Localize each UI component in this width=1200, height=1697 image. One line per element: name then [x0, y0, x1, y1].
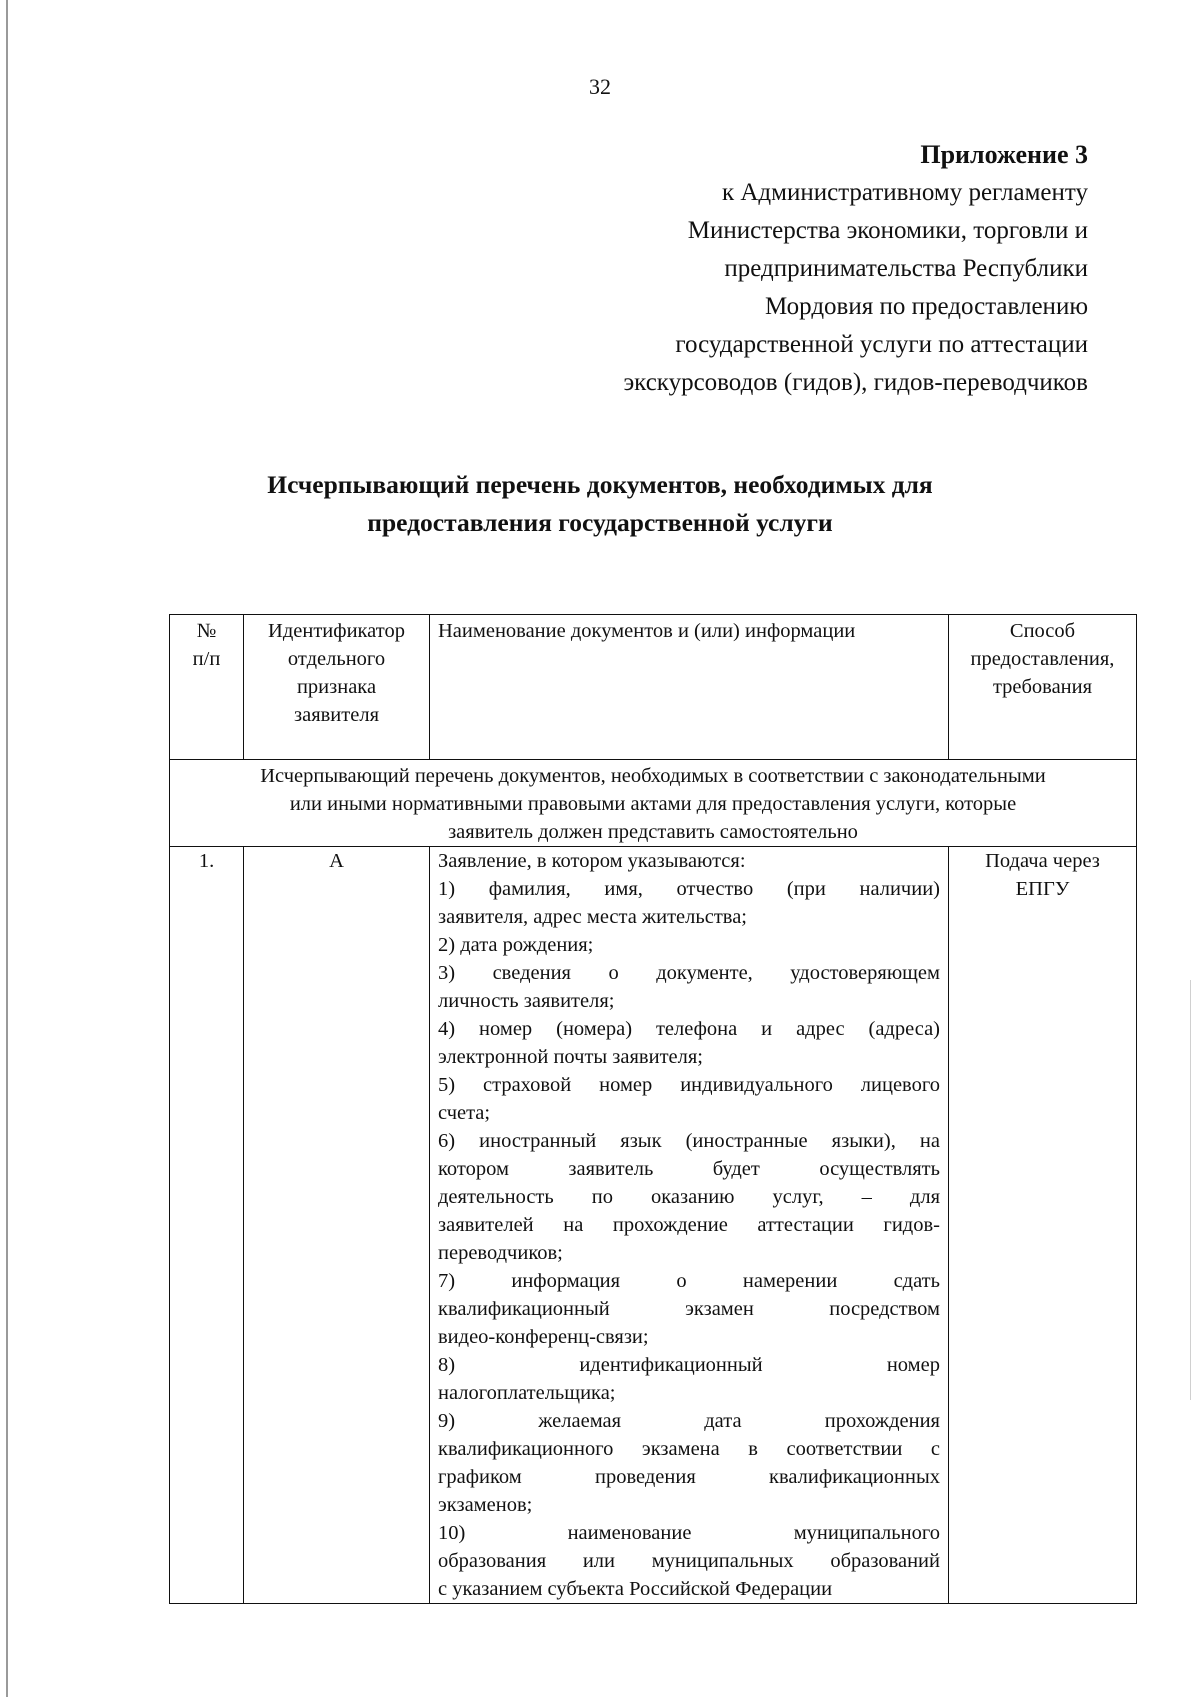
list-item-line: личность заявителя; [438, 990, 615, 1012]
row-method: Подача через ЕПГУ [949, 847, 1137, 1604]
header-identifier: Идентификатор отдельного признака заявителя [244, 615, 430, 760]
list-item-line: 8) идентификационный номер [438, 1354, 940, 1376]
appendix-line: предпринимательства Республики [724, 255, 1088, 282]
list-item-line: 10) наименование муниципального [438, 1522, 940, 1544]
appendix-block [623, 136, 1088, 402]
list-item-line: 6) иностранный язык (иностранные языки), на [438, 1130, 940, 1152]
list-item-line: заявителя, адрес места жительства; [438, 906, 748, 928]
list-item-line: 2) дата рождения; [438, 934, 594, 956]
list-item-line: деятельность по оказанию услуг, – для [438, 1186, 940, 1208]
appendix-line: Мордовия по предоставлению [765, 293, 1088, 320]
row-name-intro: Заявление, в котором указываются: [438, 850, 746, 872]
scan-edge-right [1190, 980, 1191, 1400]
table-header-row [170, 615, 1137, 760]
list-item-line: счета; [438, 1102, 491, 1124]
section-heading-row [170, 760, 1137, 847]
list-item [438, 1267, 940, 1351]
list-item-line: квалификационного экзамена в соответствии с [438, 1438, 940, 1460]
table-row [170, 847, 1137, 1604]
list-item-line: видео-конференц-связи; [438, 1326, 649, 1348]
page-number: 32 [589, 74, 611, 99]
row-name-items [438, 875, 940, 1603]
scan-edge [6, 0, 8, 1697]
list-item-line: 1) фамилия, имя, отчество (при наличии) [438, 878, 940, 900]
appendix-title: Приложение 3 [920, 140, 1088, 169]
list-item [438, 1127, 940, 1267]
list-item-line: квалификационный экзамен посредством [438, 1298, 940, 1320]
section-heading: Исчерпывающий перечень документов, необходимых в соответствии с законодательными или иными нормативными правовыми актами для предоставления услуги, которые заявитель должен представить самостоятельно [170, 760, 1137, 847]
list-item-line: 7) информация о намерении сдать [438, 1270, 940, 1292]
list-item-line: экзаменов; [438, 1494, 533, 1516]
list-item-line: с указанием субъекта Российской Федерации [438, 1578, 833, 1600]
document-title-line: предоставления государственной услуги [367, 508, 833, 537]
list-item-line: образования или муниципальных образований [438, 1550, 940, 1572]
list-item-line: 5) страховой номер индивидуального лицевого [438, 1074, 940, 1096]
appendix-line: государственной услуги по аттестации [675, 331, 1088, 358]
row-num: 1. [170, 847, 244, 1604]
list-item-line: графиком проведения квалификационных [438, 1466, 940, 1488]
list-item-line: котором заявитель будет осуществлять [438, 1158, 940, 1180]
list-item [438, 959, 940, 1015]
header-num: № п/п [170, 615, 244, 760]
document-title [0, 466, 1200, 542]
appendix-line: экскурсоводов (гидов), гидов-переводчиков [623, 369, 1088, 396]
list-item [438, 1519, 940, 1603]
list-item [438, 1015, 940, 1071]
list-item-line: заявителей на прохождение аттестации гидов- [438, 1214, 940, 1236]
header-name: Наименование документов и (или) информации [430, 615, 949, 760]
documents-table [169, 614, 1137, 1604]
row-identifier: А [244, 847, 430, 1604]
appendix-line: к Административному регламенту [721, 179, 1088, 206]
list-item [438, 1407, 940, 1519]
list-item-line: 9) желаемая дата прохождения [438, 1410, 940, 1432]
list-item [438, 1351, 940, 1407]
list-item-line: 3) сведения о документе, удостоверяющем [438, 962, 940, 984]
list-item [438, 931, 940, 959]
list-item [438, 1071, 940, 1127]
list-item-line: налогоплательщика; [438, 1382, 616, 1404]
appendix-line: Министерства экономики, торговли и [687, 217, 1088, 244]
document-title-line: Исчерпывающий перечень документов, необходимых для [267, 470, 933, 499]
list-item-line: электронной почты заявителя; [438, 1046, 703, 1068]
row-name [430, 847, 949, 1604]
list-item-line: переводчиков; [438, 1242, 563, 1264]
header-method: Способ предоставления, требования [949, 615, 1137, 760]
list-item-line: 4) номер (номера) телефона и адрес (адреса) [438, 1018, 940, 1040]
list-item [438, 875, 940, 931]
